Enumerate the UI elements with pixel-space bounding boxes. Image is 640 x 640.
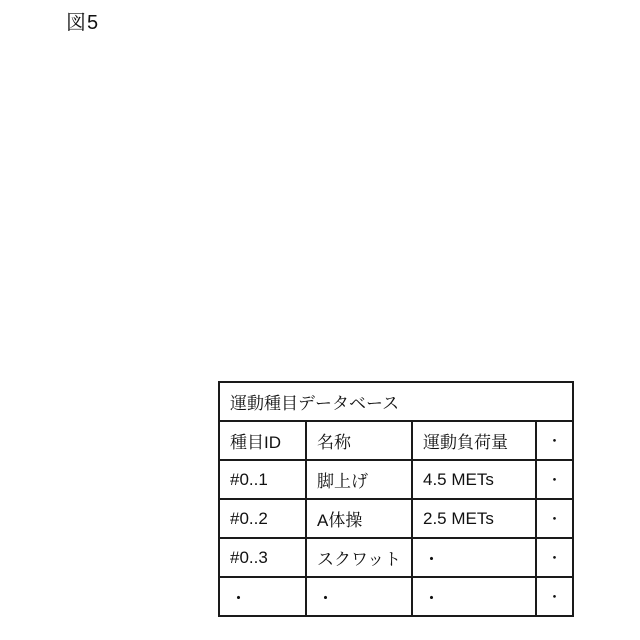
cell-ellipsis: ・ bbox=[536, 577, 573, 616]
table-row bbox=[219, 460, 573, 499]
cell-load: ・ bbox=[412, 577, 536, 616]
cell-item-id: ・ bbox=[219, 577, 306, 616]
cell-name: スクワット bbox=[306, 538, 412, 577]
header-cell-item-id: 種目ID bbox=[219, 421, 306, 460]
cell-load: 4.5 METs bbox=[412, 460, 536, 499]
cell-ellipsis: ・ bbox=[536, 460, 573, 499]
table-title: 運動種目データベース bbox=[219, 382, 573, 421]
table-row bbox=[219, 499, 573, 538]
table-title-row bbox=[219, 382, 573, 421]
table-row bbox=[219, 577, 573, 616]
table-row bbox=[219, 538, 573, 577]
cell-item-id: #0..1 bbox=[219, 460, 306, 499]
cell-load: ・ bbox=[412, 538, 536, 577]
header-cell-ellipsis: ・ bbox=[536, 421, 573, 460]
header-cell-load: 運動負荷量 bbox=[412, 421, 536, 460]
exercise-database-table bbox=[218, 381, 574, 617]
figure-number-label: 図5 bbox=[66, 12, 100, 34]
cell-name: ・ bbox=[306, 577, 412, 616]
header-cell-name: 名称 bbox=[306, 421, 412, 460]
cell-load: 2.5 METs bbox=[412, 499, 536, 538]
cell-item-id: #0..2 bbox=[219, 499, 306, 538]
cell-ellipsis: ・ bbox=[536, 499, 573, 538]
cell-item-id: #0..3 bbox=[219, 538, 306, 577]
cell-ellipsis: ・ bbox=[536, 538, 573, 577]
table-header-row bbox=[219, 421, 573, 460]
cell-name: 脚上げ bbox=[306, 460, 412, 499]
cell-name: A体操 bbox=[306, 499, 412, 538]
